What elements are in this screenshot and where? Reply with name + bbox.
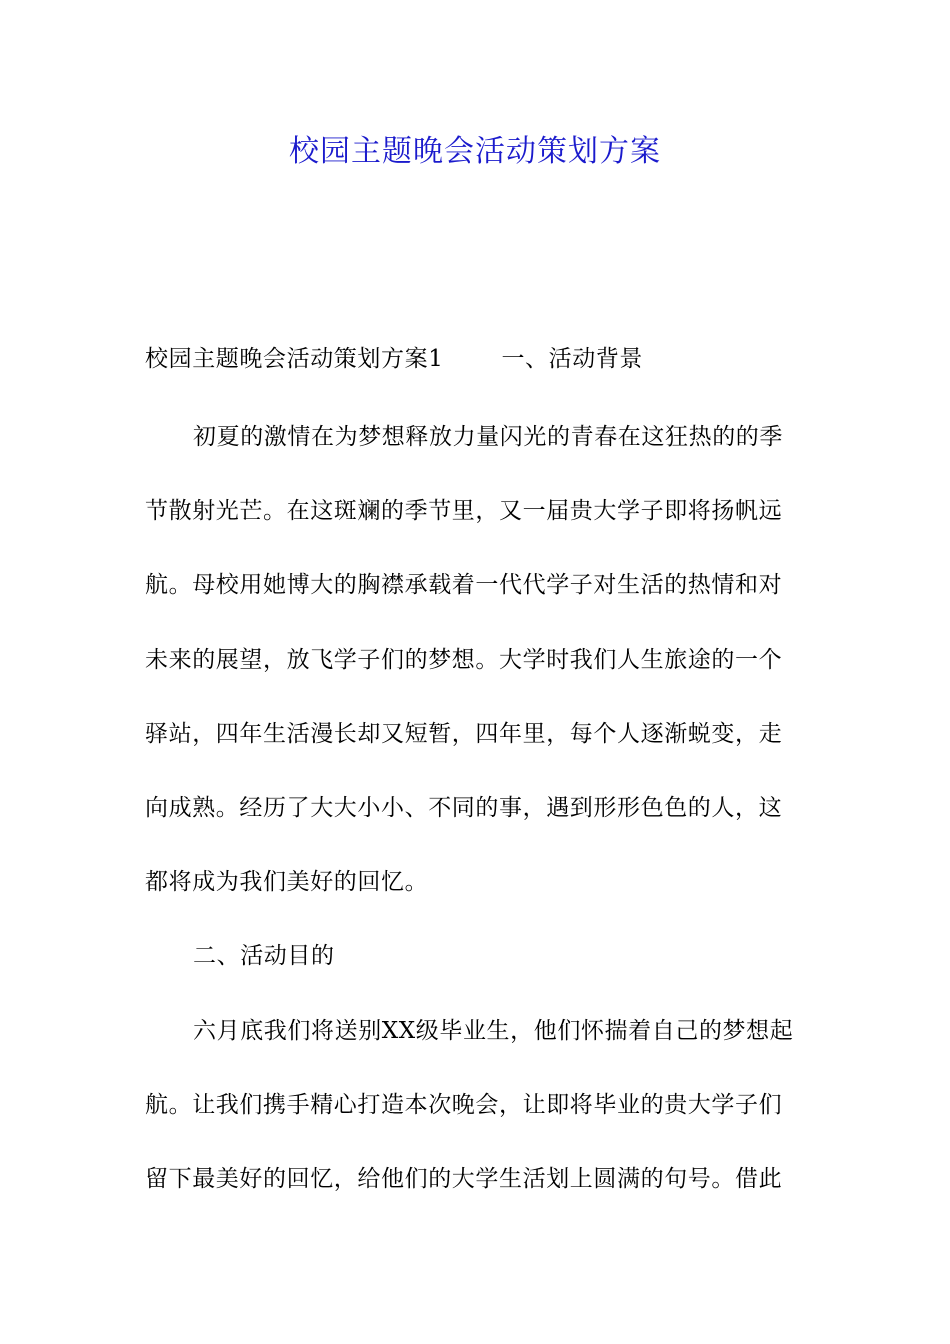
paragraph-line: 六月底我们将送别XX级毕业生，他们怀揣着自己的梦想起: [193, 1018, 794, 1044]
paragraph-line: 驿站，四年生活漫长却又短暂，四年里，每个人逐渐蜕变，走: [145, 721, 783, 747]
paragraph-line: 向成熟。经历了大大小小、不同的事，遇到形形色色的人，这: [145, 795, 783, 821]
paragraph-line: 航。母校用她博大的胸襟承载着一代代学子对生活的热情和对: [145, 572, 783, 598]
plan-heading: 校园主题晚会活动策划方案1: [145, 346, 444, 372]
paragraph-line: 都将成为我们美好的回忆。: [145, 869, 429, 895]
document-title: 校园主题晚会活动策划方案: [289, 134, 661, 169]
intro-line: [145, 343, 809, 375]
paragraph-line: 留下最美好的回忆，给他们的大学生活划上圆满的句号。借此: [145, 1166, 783, 1192]
paragraph-line: 航。让我们携手精心打造本次晚会，让即将毕业的贵大学子们: [145, 1092, 783, 1118]
paragraph-line: 节散射光芒。在这斑斓的季节里，又一届贵大学子即将扬帆远: [145, 498, 783, 524]
paragraph-line: 初夏的激情在为梦想释放力量闪光的青春在这狂热的的季: [193, 424, 783, 450]
section-heading-purpose: 二、活动目的: [193, 943, 335, 969]
section-heading-background: 一、活动背景: [501, 346, 644, 372]
paragraph-line: 未来的展望，放飞学子们的梦想。大学时我们人生旅途的一个: [145, 647, 783, 673]
